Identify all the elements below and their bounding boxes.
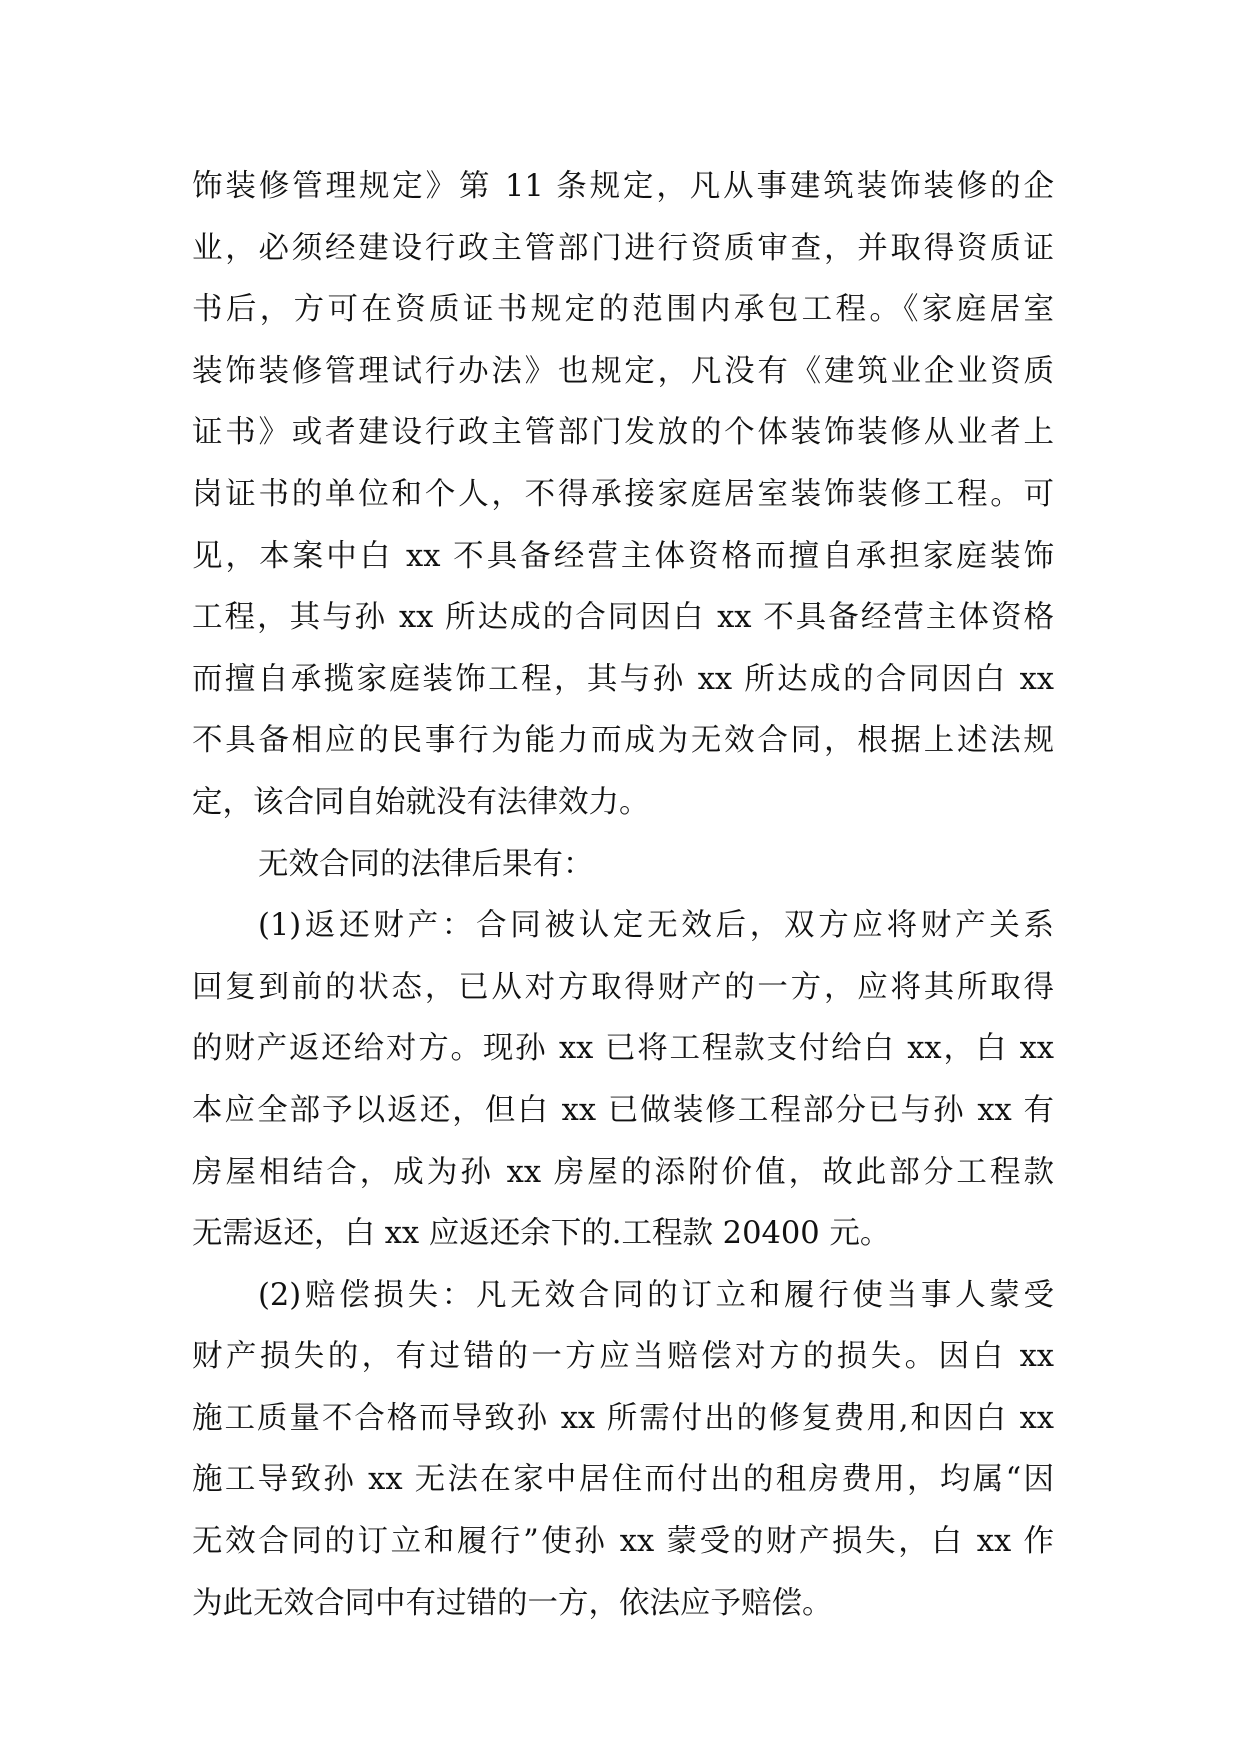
text-line: 的财产返还给对方。现孙 xx 已将工程款支付给白 xx，白 xx <box>192 1031 1054 1067</box>
text-line: 无需返还，白 xx 应返还余下的.工程款 20400 元。 <box>192 1216 891 1252</box>
text-line: (1)返还财产：合同被认定无效后，双方应将财产关系 <box>258 908 1054 944</box>
section-heading: 无效合同的法律后果有： <box>258 846 594 882</box>
text-line: 为此无效合同中有过错的一方，依法应予赔偿。 <box>192 1585 833 1621</box>
text-line: 施工导致孙 xx 无法在家中居住而付出的租房费用，均属“因 <box>192 1462 1054 1498</box>
text-line: 岗证书的单位和个人，不得承接家庭居室装饰装修工程。可 <box>192 476 1054 512</box>
text-line: 证书》或者建设行政主管部门发放的个体装饰装修从业者上 <box>192 415 1054 451</box>
text-line: 施工质量不合格而导致孙 xx 所需付出的修复费用,和因白 xx <box>192 1400 1054 1436</box>
text-line: 而擅自承揽家庭装饰工程，其与孙 xx 所达成的合同因白 xx <box>192 661 1054 697</box>
text-line: 定，该合同自始就没有法律效力。 <box>192 784 650 820</box>
text-line: 无效合同的订立和履行”使孙 xx 蒙受的财产损失，白 xx 作 <box>192 1524 1054 1560</box>
document-body <box>192 156 1054 1634</box>
text-line: 工程，其与孙 xx 所达成的合同因白 xx 不具备经营主体资格 <box>192 600 1054 636</box>
text-line: 不具备相应的民事行为能力而成为无效合同，根据上述法规 <box>192 723 1054 759</box>
text-line: 饰装修管理规定》第 11 条规定，凡从事建筑装饰装修的企 <box>192 169 1054 204</box>
text-line: 书后，方可在资质证书规定的范围内承包工程。《家庭居室 <box>192 292 1054 328</box>
text-line: 房屋相结合，成为孙 xx 房屋的添附价值，故此部分工程款 <box>192 1154 1054 1190</box>
text-line: 财产损失的，有过错的一方应当赔偿对方的损失。因白 xx <box>192 1339 1054 1375</box>
text-line: (2)赔偿损失：凡无效合同的订立和履行使当事人蒙受 <box>258 1277 1054 1313</box>
text-line: 见，本案中白 xx 不具备经营主体资格而擅自承担家庭装饰 <box>192 538 1054 574</box>
text-line: 装饰装修管理试行办法》也规定，凡没有《建筑业企业资质 <box>192 353 1054 389</box>
text-line: 本应全部予以返还，但白 xx 已做装修工程部分已与孙 xx 有 <box>192 1092 1054 1128</box>
text-line: 业，必须经建设行政主管部门进行资质审查，并取得资质证 <box>192 230 1054 266</box>
text-line: 回复到前的状态，已从对方取得财产的一方，应将其所取得 <box>192 969 1054 1005</box>
